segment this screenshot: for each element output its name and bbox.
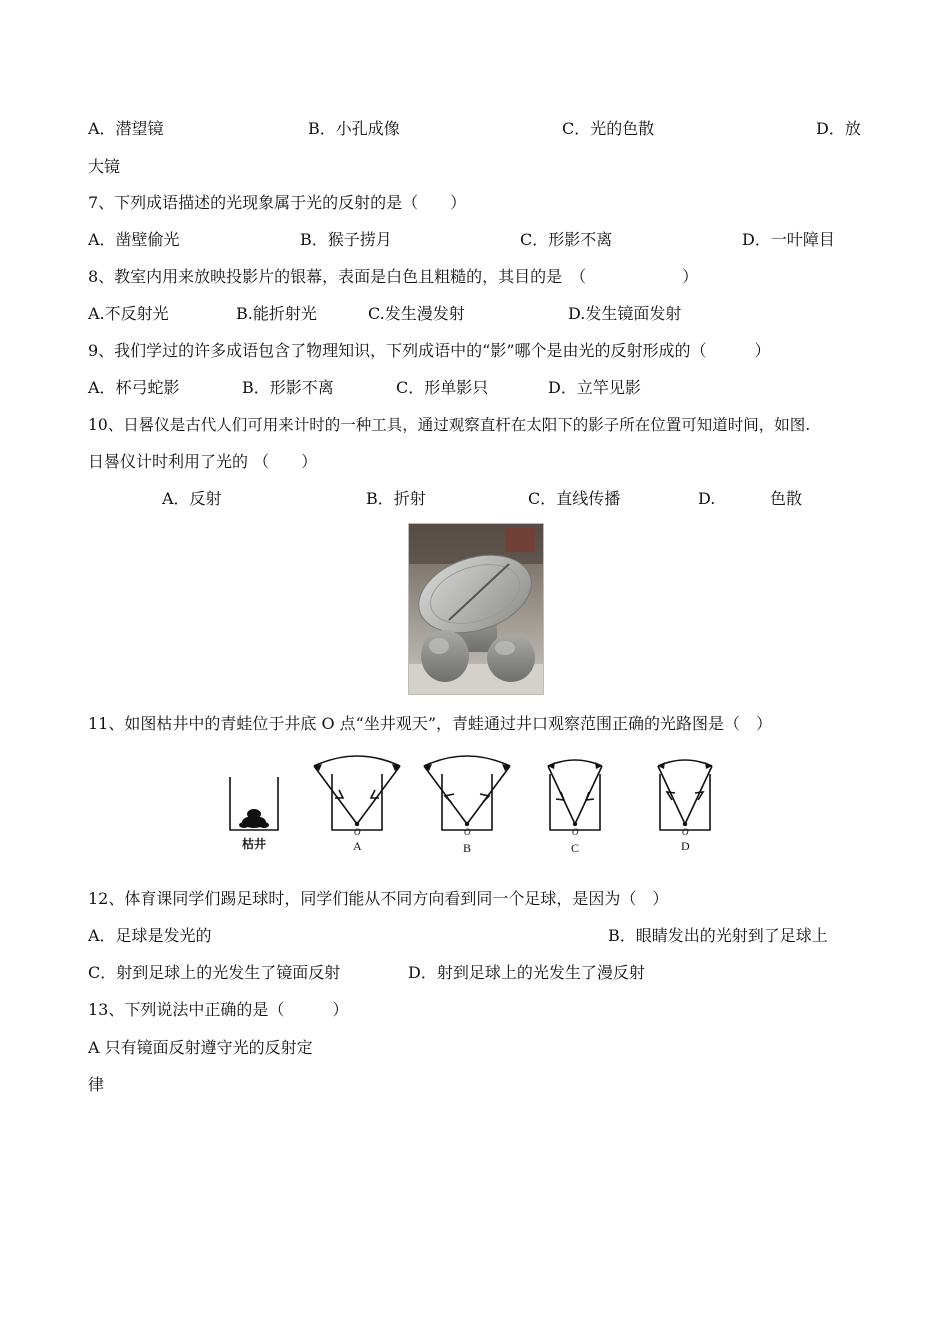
q10-stem-line1: 10、日晷仪是古代人们可用来计时的一种工具，通过观察直杆在太阳下的影子所在位置可知道时间，如图.: [88, 416, 811, 434]
q12-option-a: A．足球是发光的: [88, 926, 212, 945]
q10-option-a: A．反射: [162, 489, 222, 508]
label-c: C: [571, 841, 580, 855]
q13-stem: 13、下列说法中正确的是（ ）: [88, 1000, 349, 1019]
well-b-diagram: [424, 756, 510, 830]
q7-option-d: D．一叶障目: [742, 230, 835, 249]
q9-stem: 9、我们学过的许多成语包含了物理知识，下列成语中的“影”哪个是由光的反射形成的（ ）: [88, 341, 771, 360]
q6-option-c: C．光的色散: [562, 119, 655, 138]
q10-option-c: C．直线传播: [528, 489, 621, 508]
q9-option-c: C．形单影只: [396, 378, 489, 397]
q10-option-b: B．折射: [366, 489, 426, 508]
q9-option-a: A．杯弓蛇影: [88, 378, 180, 397]
point-o-label-d: O: [682, 827, 689, 837]
label-d: D: [681, 839, 690, 853]
q10-option-d-letter: D.: [698, 489, 716, 508]
well-a-diagram: [314, 756, 400, 830]
q11-stem: 11、如图枯井中的青蛙位于井底 O 点“坐井观天”，青蛙通过井口观察范围正确的光路图是（ ）: [88, 714, 773, 733]
q8-option-b: B.能折射光: [236, 304, 317, 323]
label-b: B: [463, 841, 472, 855]
point-o-label-a: O: [354, 827, 361, 837]
q9-option-d: D．立竿见影: [548, 378, 641, 397]
q11-light-path-figure: [222, 752, 732, 860]
q12-option-d: D．射到足球上的光发生了漫反射: [408, 963, 645, 982]
q10-stem-line2: 日晷仪计时利用了光的 （ ）: [88, 452, 318, 471]
q6-option-d: D．放: [816, 119, 861, 138]
well-c-diagram: [548, 760, 602, 830]
frog-icon: [239, 809, 269, 828]
q8-option-a: A.不反射光: [88, 304, 169, 323]
q7-option-c: C．形影不离: [520, 230, 613, 249]
q12-option-b: B．眼睛发出的光射到了足球上: [608, 926, 828, 945]
q7-option-b: B．猴子捞月: [300, 230, 392, 249]
sundial-photo: [408, 523, 544, 695]
label-dry-well: 枯井: [242, 837, 267, 851]
q6-option-b: B．小孔成像: [308, 119, 400, 138]
q8-option-c: C.发生漫发射: [368, 304, 465, 323]
q10-option-d-text: 色散: [770, 489, 803, 508]
q13-option-a-line1: A 只有镜面反射遵守光的反射定: [88, 1038, 313, 1057]
point-o-label-b: O: [464, 827, 471, 837]
q9-option-b: B．形影不离: [242, 378, 334, 397]
q12-option-c: C．射到足球上的光发生了镜面反射: [88, 963, 341, 982]
q7-stem: 7、下列成语描述的光现象属于光的反射的是（ ）: [88, 193, 467, 212]
point-o-label-c: O: [572, 827, 579, 837]
q8-stem: 8、教室内用来放映投影片的银幕，表面是白色且粗糙的，其目的是 （ ）: [88, 267, 699, 286]
q8-option-d: D.发生镜面发射: [568, 304, 682, 323]
well-d-diagram: [658, 760, 712, 830]
q6-option-d-continued: 大镜: [88, 157, 121, 176]
q13-option-a-line2: 律: [88, 1075, 105, 1094]
q6-option-a: A．潜望镜: [88, 119, 164, 138]
q12-stem: 12、体育课同学们踢足球时，同学们能从不同方向看到同一个足球，是因为（ ）: [88, 889, 669, 908]
q7-option-a: A．凿壁偷光: [88, 230, 180, 249]
label-a: A: [353, 839, 362, 853]
